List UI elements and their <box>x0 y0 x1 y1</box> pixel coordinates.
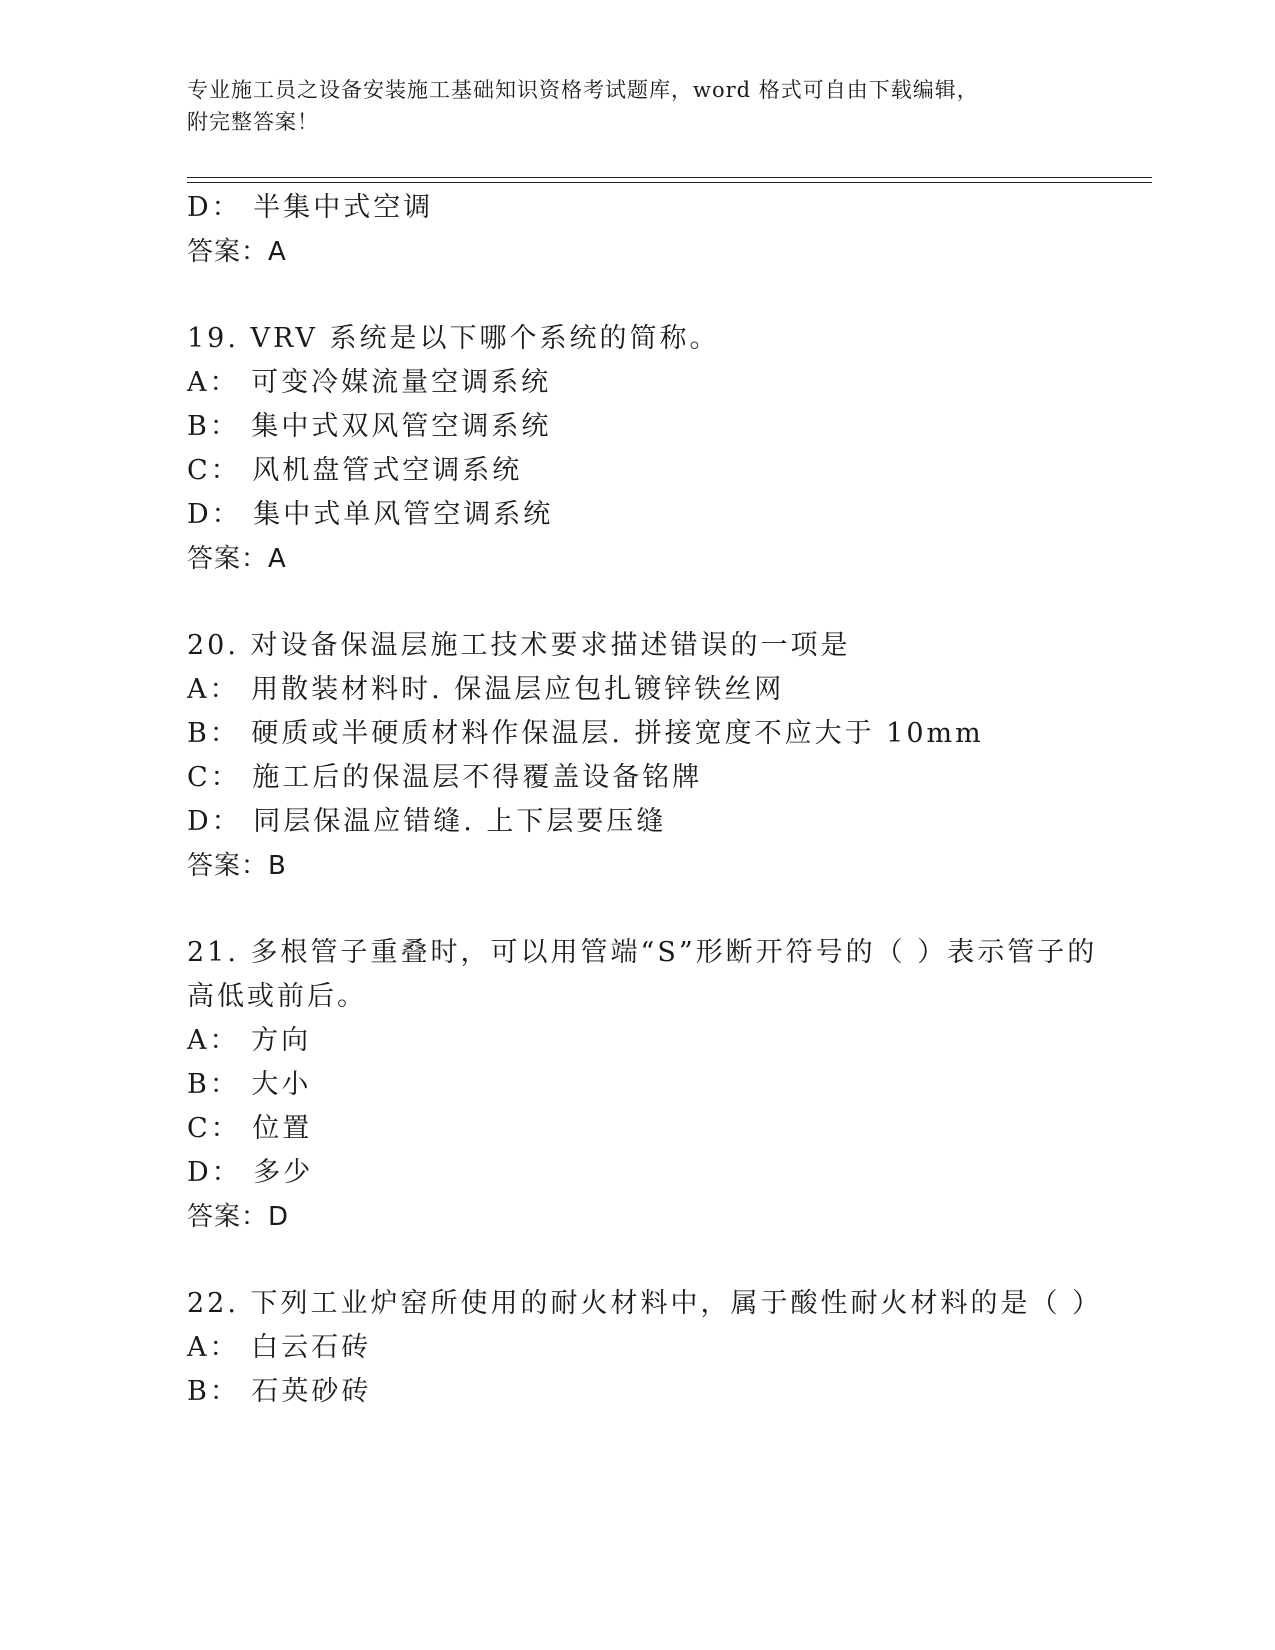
question-20-option-a: A： 用散装材料时. 保温层应包扎镀锌铁丝网 <box>187 674 785 705</box>
question-21-stem-line-2: 高低或前后。 <box>187 981 367 1012</box>
question-21-option-a: A： 方向 <box>187 1025 312 1056</box>
question-19-answer: 答案：A <box>187 544 287 574</box>
question-21-option-c: C： 位置 <box>187 1113 313 1144</box>
header-line-1: 专业施工员之设备安装施工基础知识资格考试题库，word 格式可自由下载编辑， <box>187 78 979 102</box>
question-20-answer: 答案：B <box>187 851 287 881</box>
document-header <box>187 74 1087 138</box>
question-21-stem-line-1: 21. 多根管子重叠时，可以用管端“S”形断开符号的（ ）表示管子的 <box>187 937 1098 968</box>
prev-answer: 答案：A <box>187 237 287 267</box>
question-22-option-a: A： 白云石砖 <box>187 1332 372 1363</box>
question-19-option-d: D： 集中式单风管空调系统 <box>187 499 554 530</box>
question-20-option-c: C： 施工后的保温层不得覆盖设备铭牌 <box>187 762 703 793</box>
question-19-option-c: C： 风机盘管式空调系统 <box>187 455 523 486</box>
question-20-stem: 20. 对设备保温层施工技术要求描述错误的一项是 <box>187 630 851 661</box>
question-19-stem: 19. VRV 系统是以下哪个系统的简称。 <box>187 323 720 354</box>
question-20-option-b: B： 硬质或半硬质材料作保温层. 拼接宽度不应大于 10mm <box>187 718 984 749</box>
question-22-stem: 22. 下列工业炉窑所使用的耐火材料中，属于酸性耐火材料的是（ ） <box>187 1288 1103 1319</box>
question-21-answer: 答案：D <box>187 1202 290 1232</box>
question-19-option-a: A： 可变冷媒流量空调系统 <box>187 367 552 398</box>
question-19-option-b: B： 集中式双风管空调系统 <box>187 411 552 442</box>
header-divider-bottom <box>187 182 1152 183</box>
header-line-2: 附完整答案！ <box>187 110 319 134</box>
question-21-option-b: B： 大小 <box>187 1069 312 1100</box>
question-20-option-d: D： 同层保温应错缝. 上下层要压缝 <box>187 806 667 837</box>
prev-option-d: D： 半集中式空调 <box>187 192 434 223</box>
question-22-option-b: B： 石英砂砖 <box>187 1376 372 1407</box>
question-21-option-d: D： 多少 <box>187 1157 314 1188</box>
header-divider-top <box>187 177 1152 178</box>
